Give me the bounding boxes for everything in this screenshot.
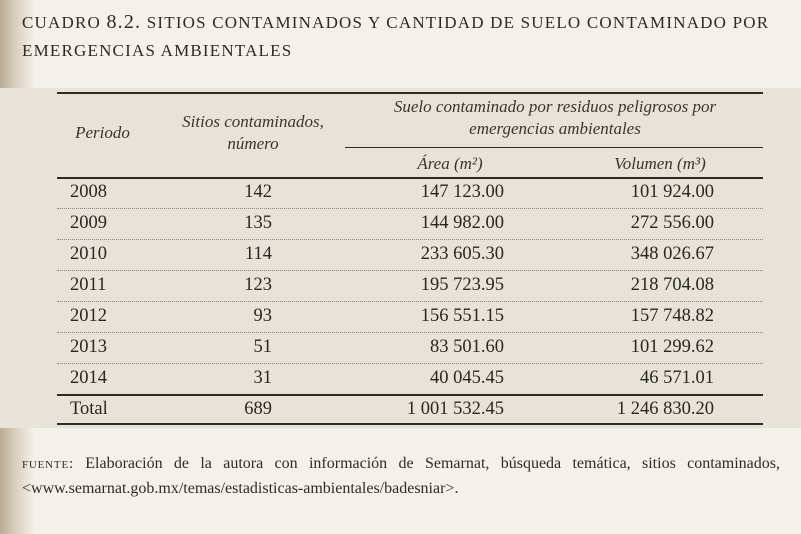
header-periodo: Periodo [75, 123, 130, 142]
row-area: 147 123.00 [420, 182, 504, 202]
row-periodo: 2008 [70, 182, 107, 202]
total-label: Total [70, 399, 108, 419]
total-volumen: 1 246 830.20 [616, 399, 714, 419]
source-text: Elaboración de la autora con información de Semarnat, búsqueda temática, sitios contaminados, <www.semarnat.gob.mx/temas/estadisticas-ambientales/badesniar>. [22, 455, 781, 497]
title-number: 8.2. [106, 11, 142, 33]
row-periodo: 2012 [70, 306, 107, 326]
row-area: 233 605.30 [420, 244, 504, 264]
row-area: 83 501.60 [430, 337, 504, 357]
total-top-rule [57, 394, 763, 396]
table-bottom-rule [57, 423, 763, 425]
row-volumen: 157 748.82 [630, 306, 714, 326]
row-divider [57, 363, 763, 364]
total-sitios: 689 [244, 399, 272, 419]
row-divider [57, 208, 763, 209]
row-sitios: 114 [244, 244, 272, 264]
row-sitios: 123 [244, 275, 272, 295]
row-periodo: 2013 [70, 337, 107, 357]
row-divider [57, 332, 763, 333]
row-periodo: 2009 [70, 213, 107, 233]
header-bottom-rule [57, 177, 763, 179]
row-periodo: 2014 [70, 368, 107, 388]
header-volumen: Volumen (m³) [614, 154, 706, 173]
total-area: 1 001 532.45 [406, 399, 504, 419]
row-volumen: 218 704.08 [630, 275, 714, 295]
row-sitios: 93 [253, 306, 272, 326]
row-volumen: 272 556.00 [630, 213, 714, 233]
row-sitios: 135 [244, 213, 272, 233]
title-text: SITIOS CONTAMINADOS Y CANTIDAD DE SUELO CONTAMINADO POR EMERGENCIAS AMBIENTALES [22, 13, 770, 60]
row-sitios: 51 [253, 337, 272, 357]
row-volumen: 348 026.67 [630, 244, 714, 264]
row-divider [57, 301, 763, 302]
header-group-rule [345, 147, 763, 148]
row-volumen: 101 299.62 [630, 337, 714, 357]
row-divider [57, 270, 763, 271]
row-sitios: 142 [244, 182, 272, 202]
row-area: 144 982.00 [420, 213, 504, 233]
title-prefix: CUADRO [22, 13, 101, 32]
row-area: 40 045.45 [430, 368, 504, 388]
source-label: fuente: [22, 456, 74, 472]
header-area: Área (m²) [417, 154, 483, 173]
header-suelo-group: Suelo contaminado por residuos peligrosos por emergencias ambientales [393, 97, 717, 138]
row-periodo: 2011 [70, 275, 107, 295]
row-volumen: 101 924.00 [630, 182, 714, 202]
row-volumen: 46 571.01 [640, 368, 714, 388]
row-sitios: 31 [253, 368, 272, 388]
header-sitios: Sitios contaminados, número [182, 112, 324, 153]
row-area: 195 723.95 [420, 275, 504, 295]
table-top-rule [57, 92, 763, 94]
source-note [22, 452, 780, 501]
row-area: 156 551.15 [420, 306, 504, 326]
table-title [22, 8, 782, 65]
row-divider [57, 239, 763, 240]
row-periodo: 2010 [70, 244, 107, 264]
